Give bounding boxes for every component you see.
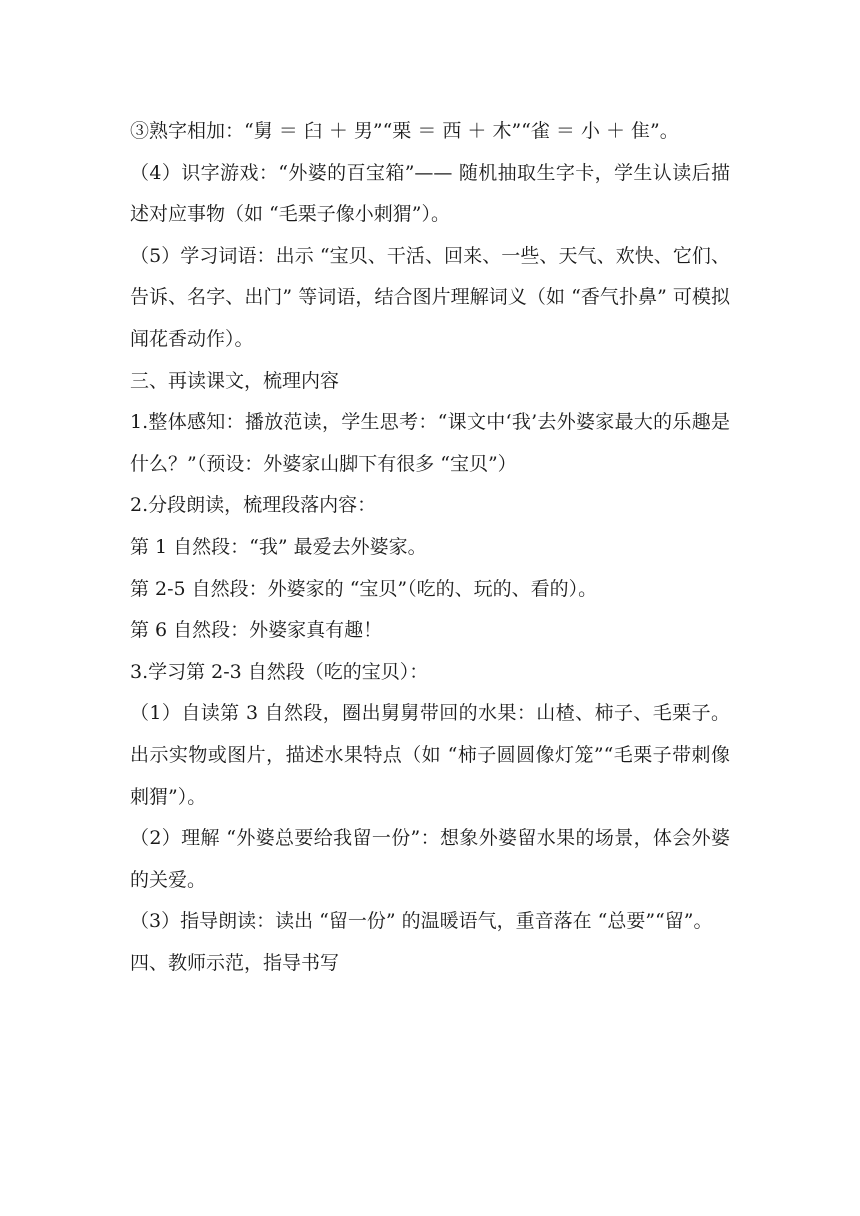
paragraph-section-2-5: 第 2-5 自然段：外婆家的 “宝贝”（吃的、玩的、看的）。 bbox=[130, 577, 598, 600]
paragraph-vocabulary: （5）学习词语：出示 “宝贝、干活、回来、一些、天气、欢快、它们、告诉、名字、出门” 等词语，结合图片理解词义（如 “香气扑鼻” 可模拟闻花香动作）。 bbox=[130, 244, 730, 350]
paragraph-literacy-game: （4）识字游戏：“外婆的百宝箱”—— 随机抽取生字卡，学生认读后描述对应事物（如 “毛栗子像小刺猬”）。 bbox=[130, 161, 730, 226]
paragraph-guided-reading: （3）指导朗读：读出 “留一份” 的温暖语气，重音落在 “总要”“留”。 bbox=[130, 910, 713, 933]
document-body bbox=[130, 111, 730, 984]
paragraph-char-composition: ③熟字相加：“舅 ＝ 臼 ＋ 男”“栗 ＝ 西 ＋ 木”“雀 ＝ 小 ＋ 隹”。 bbox=[130, 120, 679, 142]
paragraph-overall-perception: 1.整体感知：播放范读，学生思考：“课文中‘我’去外婆家最大的乐趣是什么？”（预设：外婆家山脚下有很多 “宝贝”） bbox=[130, 411, 730, 475]
paragraph-segment-reading: 2.分段朗读，梳理段落内容： bbox=[130, 494, 377, 517]
paragraph-section-1: 第 1 自然段：“我” 最爱去外婆家。 bbox=[130, 535, 427, 558]
paragraph-section-6: 第 6 自然段：外婆家真有趣！ bbox=[130, 619, 383, 642]
section-heading-reread: 三、再读课文，梳理内容 bbox=[130, 369, 340, 392]
paragraph-study-2-3: 3.学习第 2-3 自然段（吃的宝贝）： bbox=[130, 660, 429, 683]
section-heading-writing: 四、教师示范，指导书写 bbox=[130, 951, 340, 974]
paragraph-understand: （2）理解 “外婆总要给我留一份”：想象外婆留水果的场景，体会外婆的关爱。 bbox=[130, 827, 730, 891]
paragraph-self-read: （1）自读第 3 自然段，圈出舅舅带回的水果：山楂、柿子、毛栗子。出示实物或图片，描述水果特点（如 “柿子圆圆像灯笼”“毛栗子带刺像刺猬”）。 bbox=[130, 702, 730, 808]
